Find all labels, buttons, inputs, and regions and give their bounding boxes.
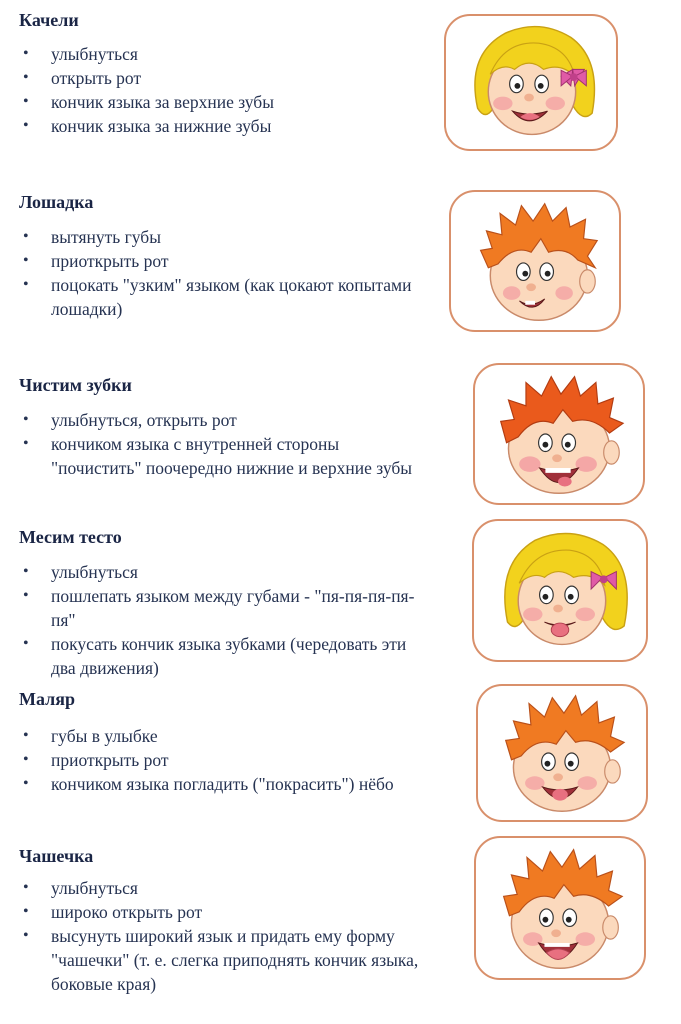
bullet-icon: • bbox=[23, 45, 29, 62]
exercise-steps bbox=[19, 560, 419, 680]
exercise-title: Маляр bbox=[19, 689, 75, 709]
step-item bbox=[19, 900, 419, 924]
step-text: высунуть широкий язык и придать ему форму "чашечки" (т. е. слегка приподнять кончик языка, боковые края) bbox=[51, 926, 419, 994]
exercise-steps bbox=[19, 876, 419, 996]
boy-face-illustration bbox=[476, 838, 644, 978]
bullet-icon: • bbox=[23, 879, 29, 896]
illustration-frame bbox=[472, 519, 648, 662]
bullet-icon: • bbox=[23, 69, 29, 86]
step-item bbox=[19, 432, 419, 480]
step-item bbox=[19, 876, 419, 900]
step-item bbox=[19, 724, 419, 748]
exercise-steps bbox=[19, 225, 419, 321]
bullet-icon: • bbox=[23, 587, 29, 604]
step-text: улыбнуться, открыть рот bbox=[51, 410, 237, 430]
bullet-icon: • bbox=[23, 635, 29, 652]
illustration-frame bbox=[444, 14, 618, 151]
step-item bbox=[19, 632, 419, 680]
step-text: открыть рот bbox=[51, 68, 142, 88]
exercise-steps bbox=[19, 408, 419, 480]
exercise-title: Чашечка bbox=[19, 846, 94, 866]
step-text: кончик языка за нижние зубы bbox=[51, 116, 272, 136]
exercise-steps bbox=[19, 724, 419, 796]
bullet-icon: • bbox=[23, 903, 29, 920]
boy-face-illustration bbox=[475, 365, 643, 503]
step-text: кончик языка за верхние зубы bbox=[51, 92, 274, 112]
girl-face-illustration bbox=[446, 16, 616, 149]
bullet-icon: • bbox=[23, 751, 29, 768]
step-item bbox=[19, 66, 419, 90]
step-item bbox=[19, 748, 419, 772]
step-item bbox=[19, 249, 419, 273]
step-item bbox=[19, 225, 419, 249]
illustration-frame bbox=[476, 684, 648, 822]
step-item bbox=[19, 273, 419, 321]
step-text: кончиком языка с внутренней стороны "почистить" поочередно нижние и верхние зубы bbox=[51, 434, 413, 478]
bullet-icon: • bbox=[23, 727, 29, 744]
illustration-frame bbox=[473, 363, 645, 505]
step-text: пошлепать языком между губами - "пя-пя-пя-пя-пя" bbox=[51, 586, 415, 630]
exercise-title: Чистим зубки bbox=[19, 375, 132, 395]
step-item bbox=[19, 772, 419, 796]
step-text: улыбнуться bbox=[51, 562, 138, 582]
bullet-icon: • bbox=[23, 435, 29, 452]
bullet-icon: • bbox=[23, 775, 29, 792]
exercise-title: Качели bbox=[19, 10, 79, 30]
step-text: широко открыть рот bbox=[51, 902, 203, 922]
bullet-icon: • bbox=[23, 93, 29, 110]
step-item bbox=[19, 560, 419, 584]
step-text: приоткрыть рот bbox=[51, 750, 169, 770]
step-item bbox=[19, 90, 419, 114]
illustration-frame bbox=[474, 836, 646, 980]
step-text: кончиком языка погладить ("покрасить") нёбо bbox=[51, 774, 394, 794]
step-text: улыбнуться bbox=[51, 44, 138, 64]
exercise-title: Месим тесто bbox=[19, 527, 122, 547]
step-text: вытянуть губы bbox=[51, 227, 161, 247]
step-item bbox=[19, 408, 419, 432]
bullet-icon: • bbox=[23, 228, 29, 245]
step-text: покусать кончик языка зубками (чередовать эти два движения) bbox=[51, 634, 407, 678]
illustration-frame bbox=[449, 190, 621, 332]
exercise-title: Лошадка bbox=[19, 192, 94, 212]
step-text: приоткрыть рот bbox=[51, 251, 169, 271]
boy-face-illustration bbox=[478, 686, 646, 820]
exercise-steps bbox=[19, 42, 419, 138]
bullet-icon: • bbox=[23, 563, 29, 580]
step-item bbox=[19, 924, 419, 996]
bullet-icon: • bbox=[23, 117, 29, 134]
bullet-icon: • bbox=[23, 411, 29, 428]
bullet-icon: • bbox=[23, 276, 29, 293]
bullet-icon: • bbox=[23, 927, 29, 944]
girl-face-illustration bbox=[474, 521, 646, 660]
step-text: губы в улыбке bbox=[51, 726, 158, 746]
step-text: улыбнуться bbox=[51, 878, 138, 898]
boy-face-illustration bbox=[451, 192, 619, 330]
step-text: поцокать "узким" языком (как цокают копытами лошадки) bbox=[51, 275, 412, 319]
step-item bbox=[19, 42, 419, 66]
bullet-icon: • bbox=[23, 252, 29, 269]
step-item bbox=[19, 114, 419, 138]
step-item bbox=[19, 584, 419, 632]
